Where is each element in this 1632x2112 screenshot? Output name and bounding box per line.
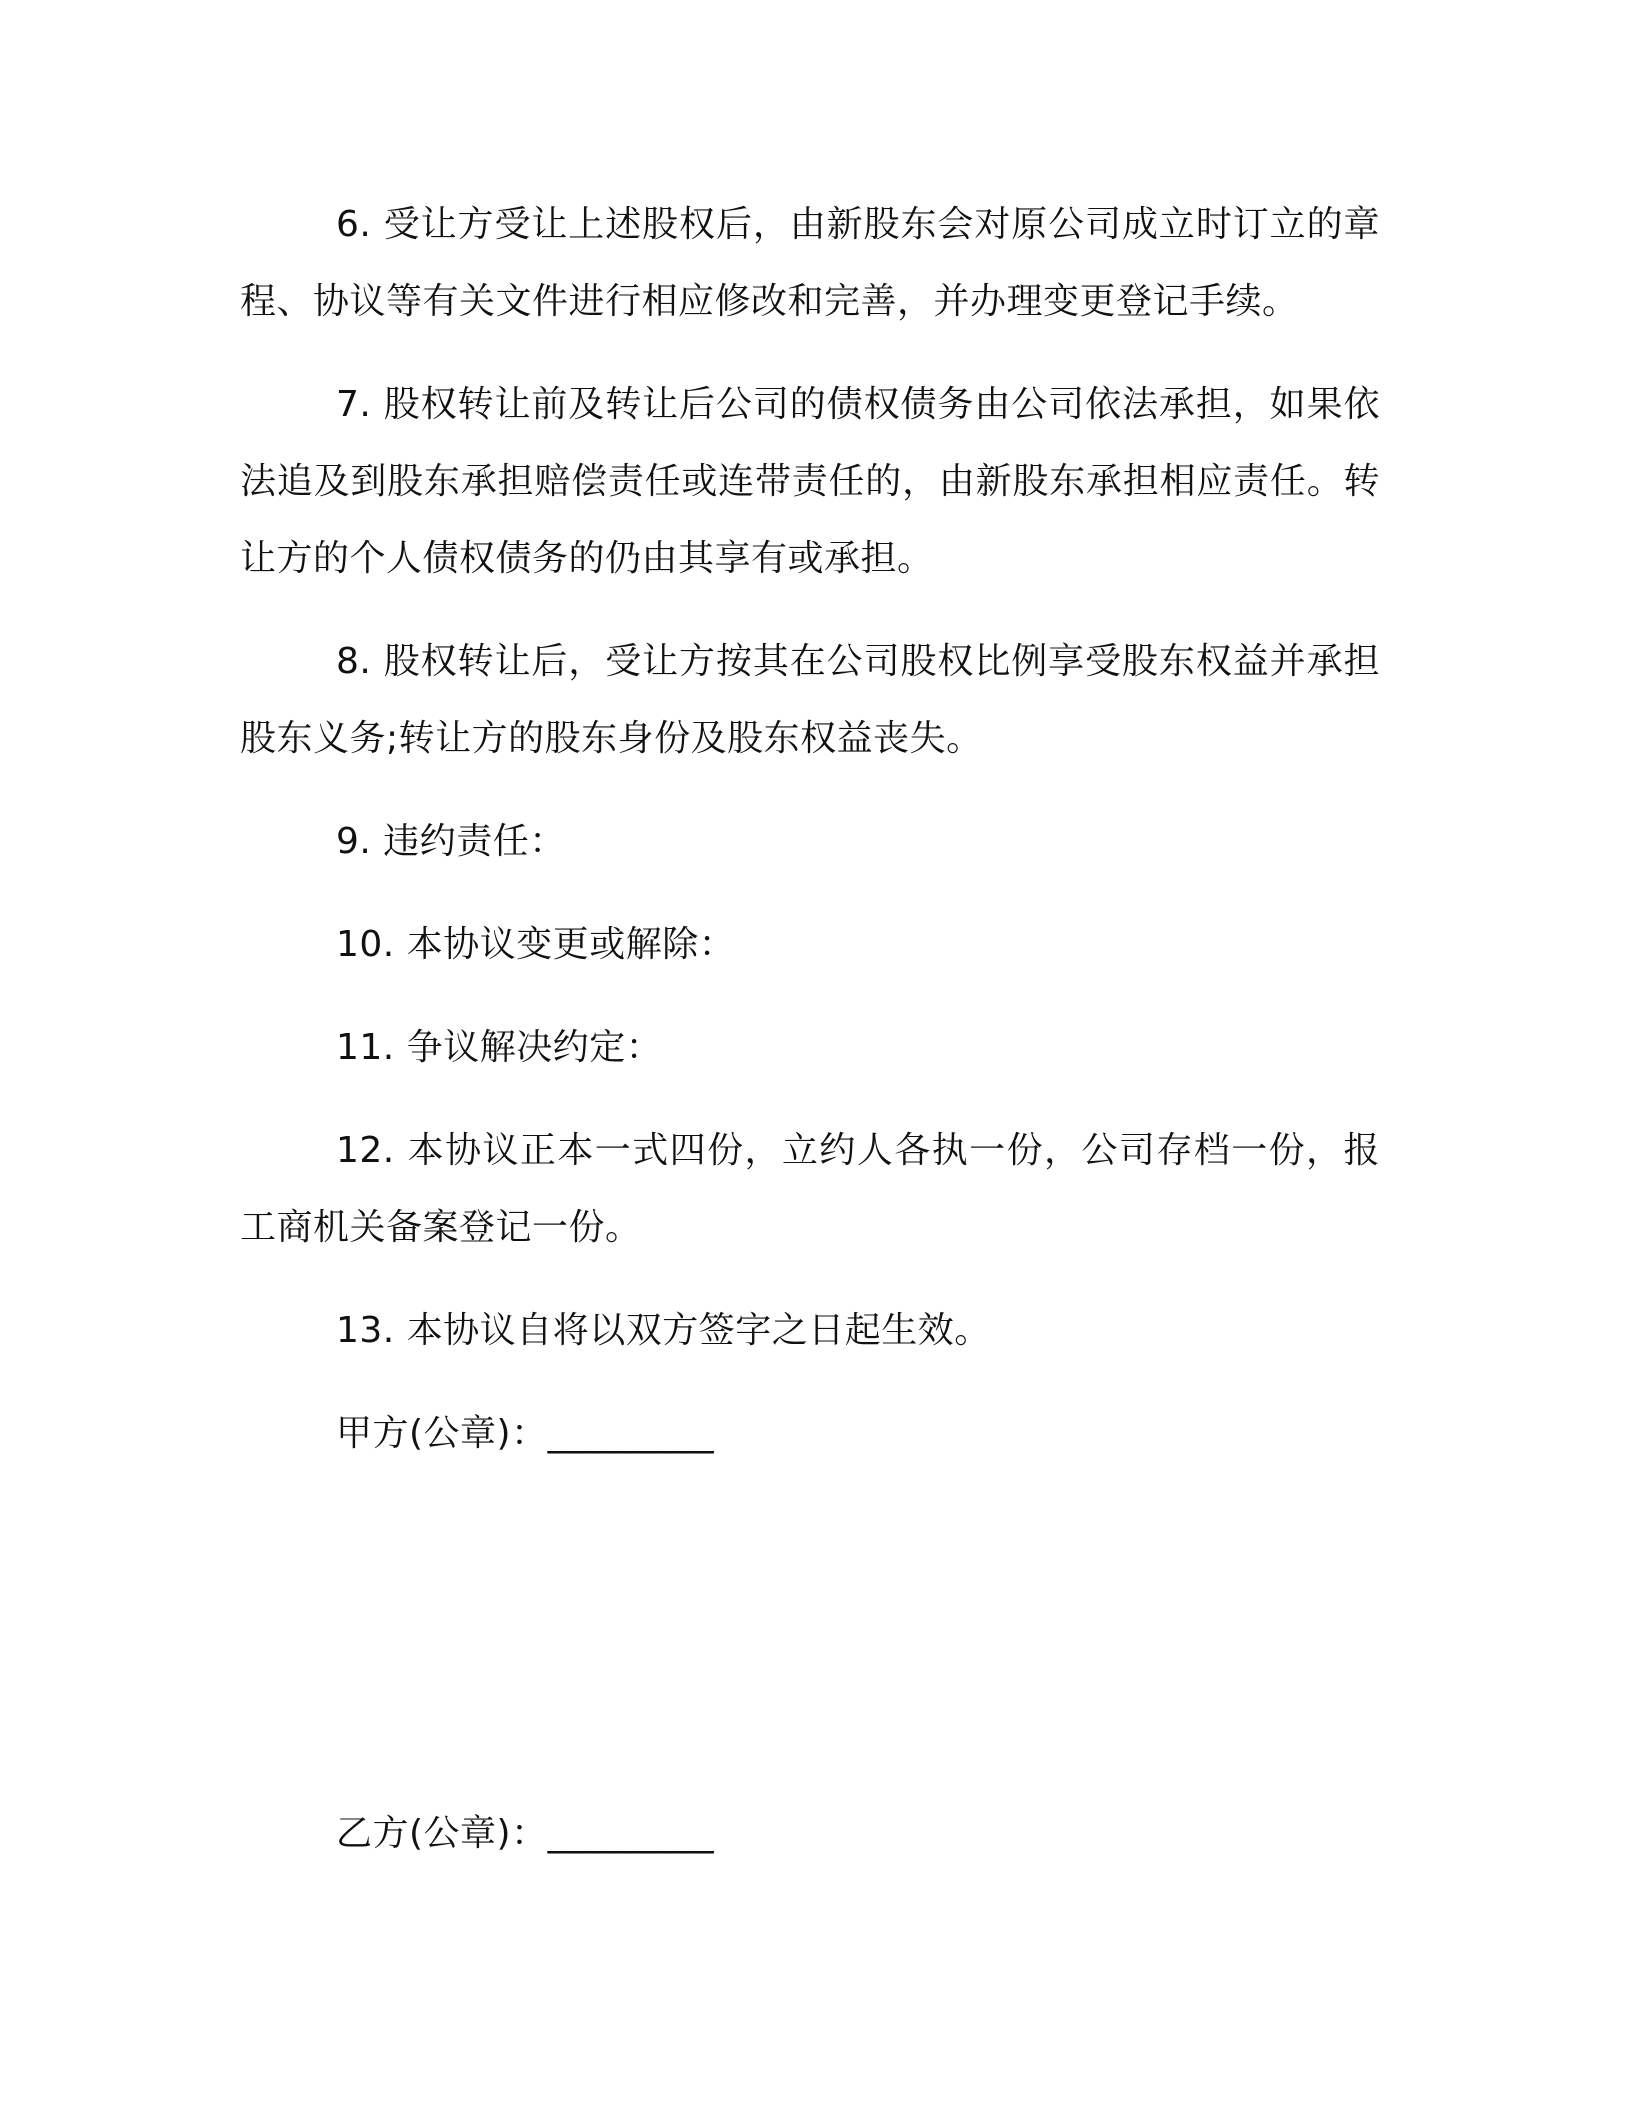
- clause-list: [240, 186, 1380, 1395]
- clause-7: 7. 股权转让前及转让后公司的债权债务由公司依法承担，如果依法追及到股东承担赔偿责任或连带责任的，由新股东承担相应责任。转让方的个人债权债务的仍由其享有或承担。: [240, 384, 1380, 579]
- party-a-signature-line: 甲方(公章)：_________: [336, 1413, 715, 1454]
- clause-8: 8. 股权转让后，受让方按其在公司股权比例享受股东权益并承担股东义务;转让方的股东身份及股东权益丧失。: [240, 641, 1380, 759]
- clause-12: 12. 本协议正本一式四份，立约人各执一份，公司存档一份，报工商机关备案登记一份。: [240, 1130, 1380, 1248]
- clause-10: 10. 本协议变更或解除：: [336, 924, 736, 965]
- clause-11: 11. 争议解决约定：: [336, 1027, 663, 1068]
- clause-9: 9. 违约责任：: [336, 821, 566, 862]
- party-b-signature-line: 乙方(公章)：_________: [336, 1813, 715, 1854]
- clause-6: 6. 受让方受让上述股权后，由新股东会对原公司成立时订立的章程、协议等有关文件进行相应修改和完善，并办理变更登记手续。: [240, 204, 1380, 322]
- clause-13: 13. 本协议自将以双方签字之日起生效。: [336, 1310, 991, 1351]
